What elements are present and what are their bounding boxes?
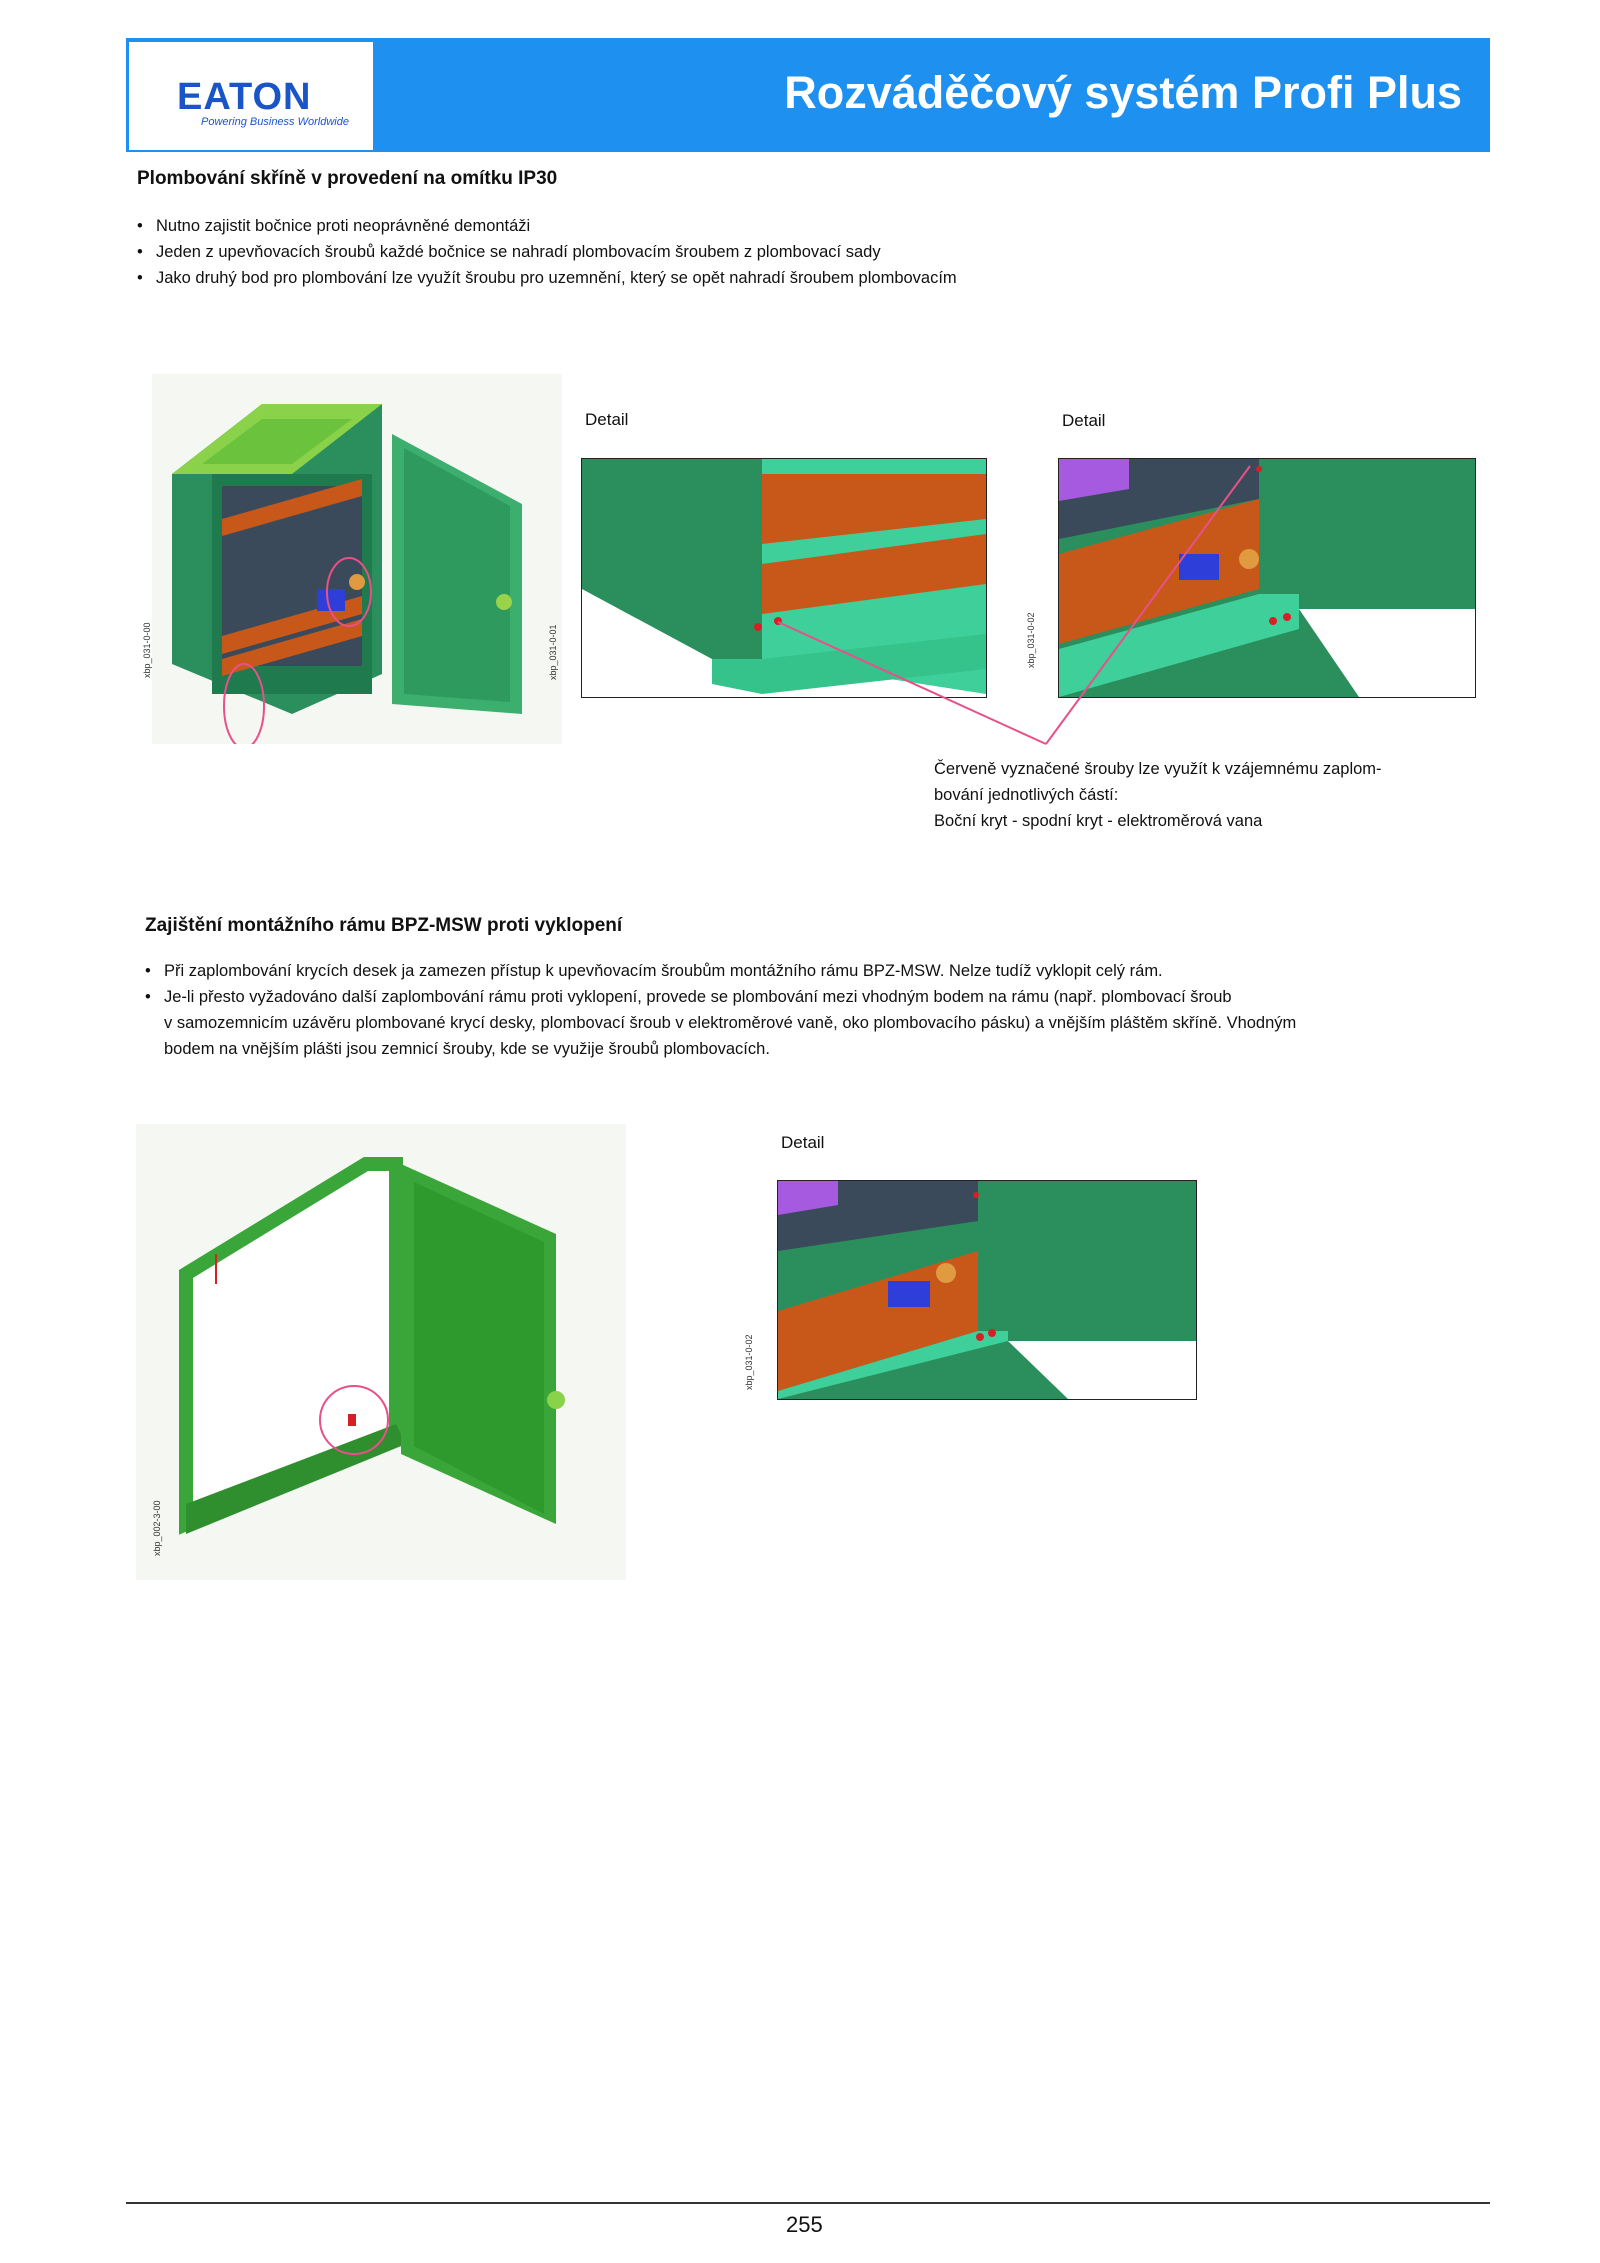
frame-figure xyxy=(136,1124,626,1580)
figure-code: xbp_031-0-00 xyxy=(142,622,152,678)
eaton-logo: EATON xyxy=(177,76,312,118)
detail-figure-3 xyxy=(777,1180,1197,1400)
detail-label: Detail xyxy=(585,410,629,429)
bullet-item: • Nutno zajistit bočnice proti neoprávněné demontáži xyxy=(137,213,1477,239)
bullet-line: v samozemnicím uzávěru plombované krycí desky, plombovací šroub v elektroměrové vaně, oko plombovacího pásku) a vnějším pláštěm skříně. Vhodným xyxy=(164,1014,1297,1032)
figure-caption xyxy=(934,756,1474,834)
bullet-item: • Jako druhý bod pro plombování lze využít šroubu pro uzemnění, který se opět nahradí šroubem plombovacím xyxy=(137,265,1477,291)
section2-bullets xyxy=(145,958,1485,1062)
caption-line: Boční kryt - spodní kryt - elektroměrová vana xyxy=(934,812,1263,830)
caption-line: bování jednotlivých částí: xyxy=(934,786,1119,804)
logo-tagline: Powering Business Worldwide xyxy=(201,116,349,128)
footer-rule xyxy=(126,2202,1490,2204)
bullet-item xyxy=(145,958,1485,984)
bullet-line: • Je-li přesto vyžadováno další zaplombování rámu proti vyklopení, provede se plombování mezi vhodným bodem na rámu (např. plombovací šroub xyxy=(164,988,1232,1006)
page-title: Rozváděčový systém Profi Plus xyxy=(784,67,1462,118)
figure-code: xbp_031-0-01 xyxy=(548,624,558,680)
section1-heading: Plombování skříně v provedení na omítku IP30 xyxy=(137,168,558,189)
section2-heading: Zajištění montážního rámu BPZ-MSW proti vyklopení xyxy=(145,915,623,936)
bullet-item: • Jeden z upevňovacích šroubů každé bočnice se nahradí plombovacím šroubem z plombovací sady xyxy=(137,239,1477,265)
figure-code: xbp_002-3-00 xyxy=(152,1500,162,1556)
figure-code: xbp_031-0-02 xyxy=(1026,612,1036,668)
detail-label: Detail xyxy=(1062,411,1106,430)
bullet-line: bodem na vnějším plášti jsou zemnicí šrouby, kde se využije šroubů plombovacích. xyxy=(164,1040,770,1058)
detail-label: Detail xyxy=(781,1133,825,1152)
figure-code: xbp_031-0-02 xyxy=(744,1334,754,1390)
bullet-item xyxy=(145,984,1485,1062)
page-number: 255 xyxy=(786,2212,823,2237)
caption-line: Červeně vyznačené šrouby lze využít k vzájemnému zaplom- xyxy=(934,760,1382,778)
bullet-line: • Při zaplombování krycích desek ja zamezen přístup k upevňovacím šroubům montážního rámu BPZ-MSW. Nelze tudíž vyklopit celý rám. xyxy=(164,962,1163,980)
